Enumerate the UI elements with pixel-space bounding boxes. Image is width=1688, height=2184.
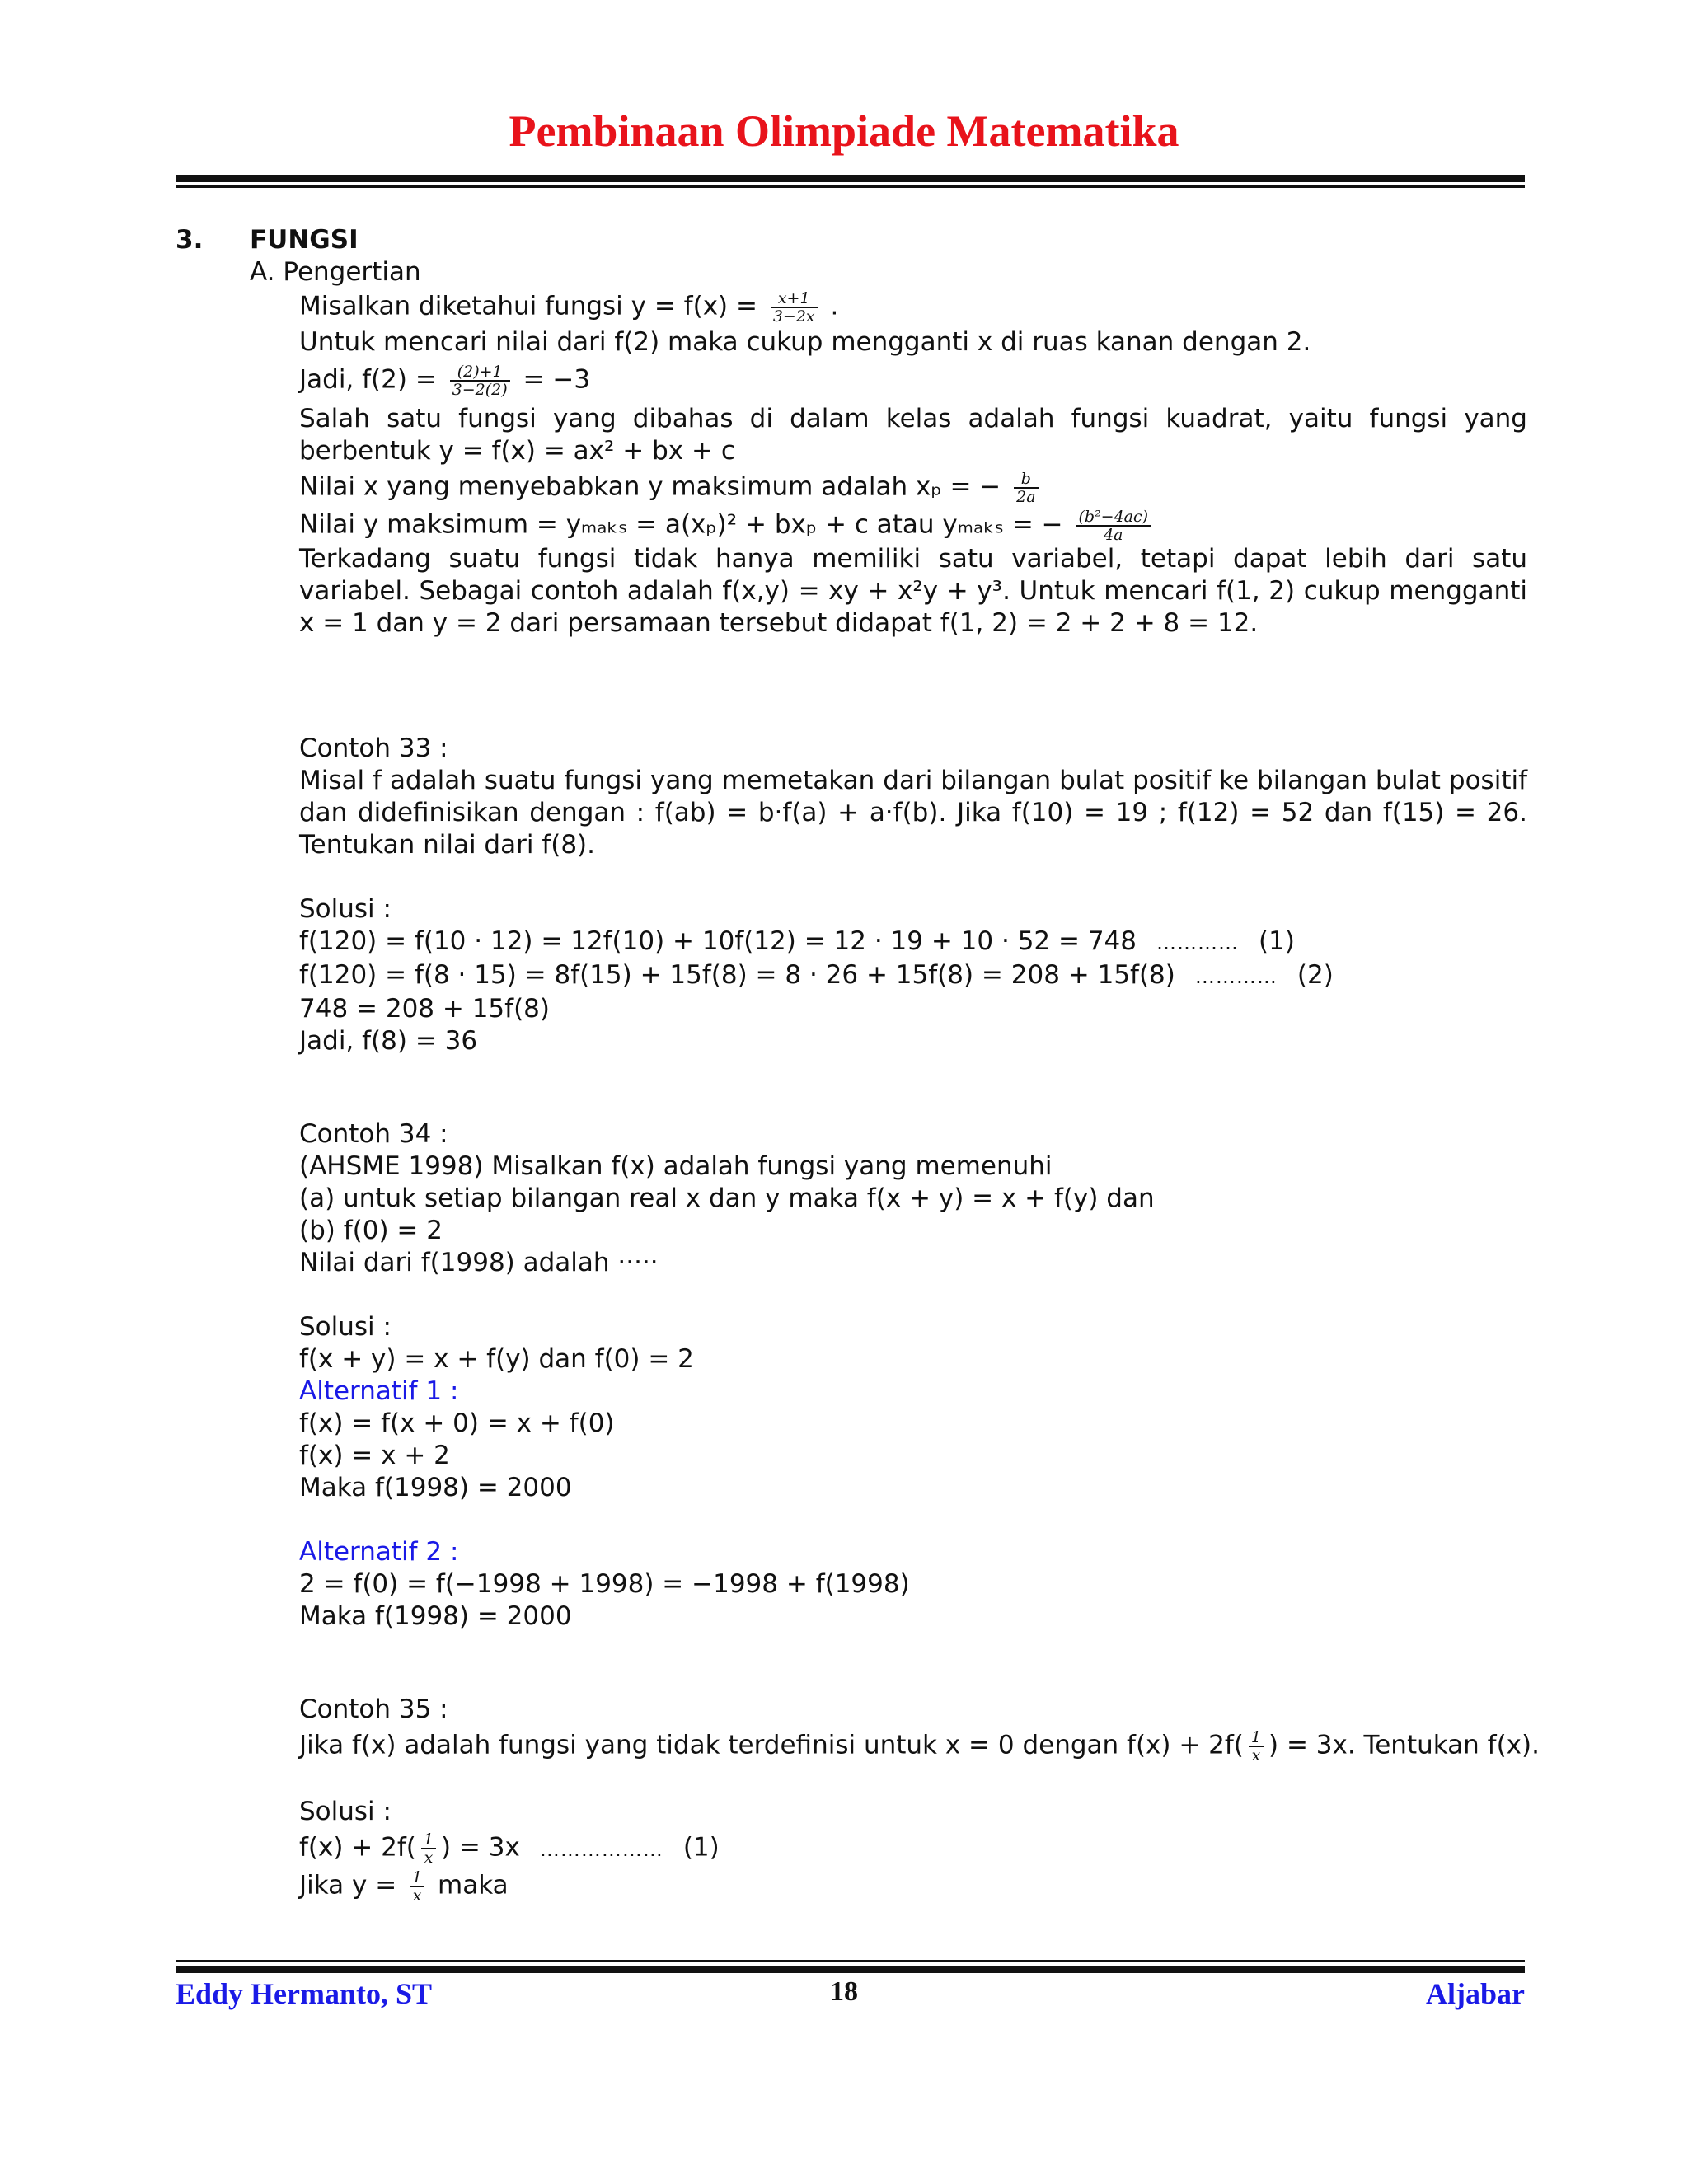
solution-line: Jika y = $\frac{1}{x}$ maka <box>299 1868 509 1905</box>
solution-line: f(x) + 2f( $\frac{1}{x}$ ) = 3x ……………… (1) <box>299 1830 720 1867</box>
solution-line: f(120) = f(10 · 12) = 12f(10) + 10f(12) = 12 · 19 + 10 · 52 = 748 ………… (1) <box>299 926 1295 956</box>
solution-heading: Solusi : <box>299 894 392 924</box>
solution-line: Jadi, f(8) = 36 <box>299 1026 478 1056</box>
example-34-heading: Contoh 34 : <box>299 1119 448 1149</box>
intro-line-2: Untuk mencari nilai dari f(2) maka cukup mengganti x di ruas kanan dengan 2. <box>299 327 1311 357</box>
footer-rule-thin <box>176 1960 1525 1962</box>
fraction: $\frac{x+1}{3-2x}$ <box>771 290 818 325</box>
fraction: $\frac{\text{(b²−4ac)}}{4a}$ <box>1076 509 1151 543</box>
solution-line: Maka f(1998) = 2000 <box>299 1601 572 1631</box>
solution-line: Maka f(1998) = 2000 <box>299 1473 572 1502</box>
subsection-title: A. Pengertian <box>250 257 421 287</box>
intro-block <box>299 289 1540 1905</box>
intro-line-6: Nilai y maksimum = yₘₐₖₛ = a(xₚ)² + bxₚ + c atau yₘₐₖₛ = − $\frac{\text{(b²−4ac)}}{4a}$ <box>299 509 1527 543</box>
fraction: $\frac{1}{x}$ <box>1249 1729 1264 1764</box>
solution-heading: Solusi : <box>299 1312 392 1342</box>
alternative-1-heading: Alternatif 1 : <box>299 1376 459 1406</box>
fraction: $\frac{1}{x}$ <box>421 1831 436 1866</box>
footer-topic: Aljabar <box>1426 1977 1525 2010</box>
intro-line-7: Terkadang suatu fungsi tidak hanya memiliki satu variabel, tetapi dapat lebih dari satu variabel. Sebagai contoh adalah f(x,y) = xy + x²y + y³. Untuk mencari f(1, 2) cukup mengganti x = 1 dan y = 2 dari persamaan tersebut didapat f(1, 2) = 2 + 2 + 8 = 12. <box>299 544 1527 638</box>
solution-heading: Solusi : <box>299 1797 392 1826</box>
solution-line: 748 = 208 + 15f(8) <box>299 994 550 1024</box>
problem-line: (a) untuk setiap bilangan real x dan y maka f(x + y) = x + f(y) dan <box>299 1183 1155 1213</box>
solution-line: f(x + y) = x + f(y) dan f(0) = 2 <box>299 1344 694 1374</box>
footer-page-number: 18 <box>830 1976 858 2007</box>
header-rule-thin <box>176 185 1525 188</box>
fraction: $\frac{(2)+1}{3-2(2)}$ <box>450 363 510 398</box>
footer-rule-thick <box>176 1966 1525 1973</box>
solution-line: f(x) = x + 2 <box>299 1441 450 1470</box>
intro-line-5: Nilai x yang menyebabkan y maksimum adalah xₚ = − $\frac{b}{2a}$ <box>299 471 1527 505</box>
fraction: $\frac{1}{x}$ <box>410 1869 424 1904</box>
fraction: $\frac{b}{2a}$ <box>1014 471 1038 505</box>
example-33-heading: Contoh 33 : <box>299 733 448 763</box>
example-35-heading: Contoh 35 : <box>299 1694 448 1724</box>
section-title: FUNGSI <box>250 225 359 255</box>
intro-line-3: Jadi, f(2) = $\frac{(2)+1}{3-2(2)}$ = −3 <box>299 363 591 399</box>
section-number: 3. <box>176 225 204 255</box>
alternative-2-heading: Alternatif 2 : <box>299 1537 459 1567</box>
problem-line: Nilai dari f(1998) adalah ····· <box>299 1248 659 1277</box>
intro-line-1: Misalkan diketahui fungsi y = f(x) = $\frac{x+1}{3-2x}$ . <box>299 289 839 326</box>
example-35-problem: Jika f(x) adalah fungsi yang tidak terdefinisi untuk x = 0 dengan f(x) + 2f( $\frac{1}{x}$ ) = 3x. Tentukan f(x). <box>299 1728 1540 1765</box>
problem-line: (b) f(0) = 2 <box>299 1216 443 1245</box>
header-rule-thick <box>176 175 1525 182</box>
page-title: Pembinaan Olimpiade Matematika <box>509 106 1179 156</box>
solution-line: f(120) = f(8 · 15) = 8f(15) + 15f(8) = 8 · 26 + 15f(8) = 208 + 15f(8) ………… (2) <box>299 960 1334 990</box>
intro-line-4: Salah satu fungsi yang dibahas di dalam kelas adalah fungsi kuadrat, yaitu fungsi yang berbentuk y = f(x) = ax² + bx + c <box>299 404 1527 466</box>
footer-author: Eddy Hermanto, ST <box>176 1977 433 2010</box>
problem-line: (AHSME 1998) Misalkan f(x) adalah fungsi yang memenuhi <box>299 1151 1053 1181</box>
example-33-problem: Misal f adalah suatu fungsi yang memetakan dari bilangan bulat positif ke bilangan bulat positif dan didefinisikan dengan : f(ab) = b·f(a) + a·f(b). Jika f(10) = 19 ; f(12) = 52 dan f(15) = 26. Tentukan nilai dari f(8). <box>299 766 1527 860</box>
solution-line: f(x) = f(x + 0) = x + f(0) <box>299 1408 615 1438</box>
solution-line: 2 = f(0) = f(−1998 + 1998) = −1998 + f(1998) <box>299 1569 910 1599</box>
